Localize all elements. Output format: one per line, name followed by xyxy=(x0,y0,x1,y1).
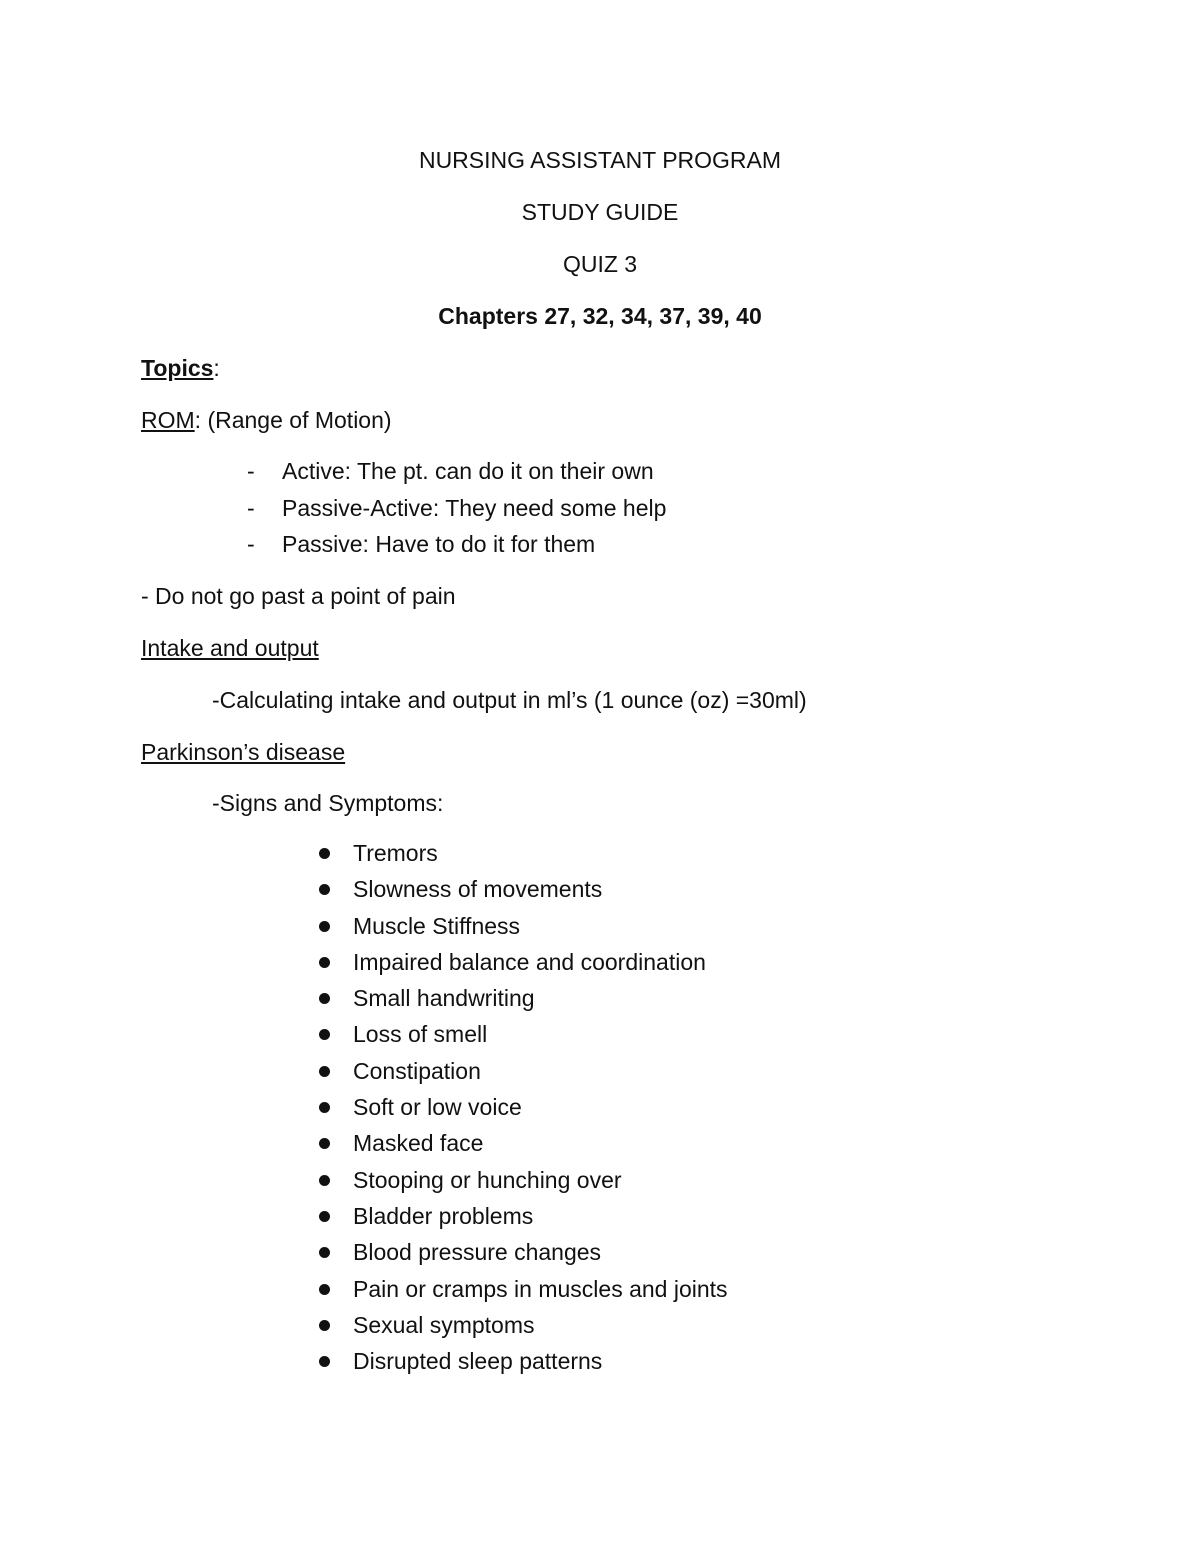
bullet-icon xyxy=(319,921,330,932)
list-item xyxy=(318,1202,728,1238)
parkinsons-heading: Parkinson’s disease xyxy=(141,739,346,765)
symptom-text: Blood pressure changes xyxy=(353,1239,602,1266)
symptom-text: Constipation xyxy=(353,1057,481,1084)
symptom-text: Slowness of movements xyxy=(353,876,603,903)
quiz-title: QUIZ 3 xyxy=(562,251,638,277)
symptom-text: Impaired balance and coordination xyxy=(353,948,706,975)
list-item xyxy=(318,912,728,948)
rom-label: ROM xyxy=(141,407,195,433)
bullet-icon xyxy=(319,1029,330,1040)
symptom-text: Loss of smell xyxy=(353,1021,488,1048)
symptom-text: Masked face xyxy=(353,1130,484,1157)
list-item xyxy=(318,875,728,911)
list-item xyxy=(318,1020,728,1056)
list-item xyxy=(318,1275,728,1311)
symptom-text: Tremors xyxy=(353,840,438,866)
list-item xyxy=(318,1311,728,1347)
symptom-text: Muscle Stiffness xyxy=(353,912,521,939)
dash-marker: - xyxy=(247,458,255,484)
bullet-icon xyxy=(319,1284,330,1295)
rom-heading xyxy=(141,406,392,434)
signs-label: -Signs and Symptoms: xyxy=(212,790,444,816)
symptom-list xyxy=(318,839,728,1383)
guide-title: STUDY GUIDE xyxy=(521,199,679,225)
rom-item xyxy=(247,530,595,558)
bullet-icon xyxy=(319,1247,330,1258)
bullet-icon xyxy=(319,1211,330,1222)
bullet-icon xyxy=(319,993,330,1004)
rom-item-text: Active: The pt. can do it on their own xyxy=(282,458,654,484)
bullet-icon xyxy=(319,1356,330,1367)
bullet-icon xyxy=(319,1066,330,1077)
list-item xyxy=(318,1057,728,1093)
rom-note: - Do not go past a point of pain xyxy=(141,583,456,609)
bullet-icon xyxy=(319,957,330,968)
symptom-text: Stooping or hunching over xyxy=(353,1166,622,1193)
list-item xyxy=(318,1093,728,1129)
symptom-text: Disrupted sleep patterns xyxy=(353,1348,603,1375)
list-item xyxy=(318,1129,728,1165)
list-item xyxy=(318,984,728,1020)
symptom-text: Small handwriting xyxy=(353,985,535,1012)
intake-detail: -Calculating intake and output in ml’s (1 ounce (oz) =30ml) xyxy=(212,687,807,713)
rom-item xyxy=(247,494,666,522)
rom-item xyxy=(247,457,654,485)
bullet-icon xyxy=(319,884,330,895)
dash-marker: - xyxy=(247,495,255,521)
bullet-icon xyxy=(319,1175,330,1186)
rom-item-text: Passive-Active: They need some help xyxy=(282,495,667,521)
intake-heading: Intake and output xyxy=(141,635,319,661)
bullet-icon xyxy=(319,1320,330,1331)
rom-item-text: Passive: Have to do it for them xyxy=(282,531,596,557)
symptom-text: Bladder problems xyxy=(353,1202,534,1229)
bullet-icon xyxy=(319,848,330,859)
topics-colon: : xyxy=(213,355,220,381)
chapters-title: Chapters 27, 32, 34, 37, 39, 40 xyxy=(438,303,762,329)
list-item xyxy=(318,1238,728,1274)
symptom-text: Pain or cramps in muscles and joints xyxy=(353,1275,728,1302)
symptom-text: Soft or low voice xyxy=(353,1094,522,1121)
bullet-icon xyxy=(319,1102,330,1113)
list-item xyxy=(318,1347,728,1383)
topics-heading xyxy=(141,354,220,382)
list-item xyxy=(318,839,728,875)
dash-marker: - xyxy=(247,531,255,557)
bullet-icon xyxy=(319,1138,330,1149)
rom-rest: : (Range of Motion) xyxy=(194,407,392,433)
symptom-text: Sexual symptoms xyxy=(353,1311,535,1338)
program-title: NURSING ASSISTANT PROGRAM xyxy=(418,147,782,173)
list-item xyxy=(318,948,728,984)
topics-label: Topics xyxy=(141,355,214,381)
list-item xyxy=(318,1166,728,1202)
